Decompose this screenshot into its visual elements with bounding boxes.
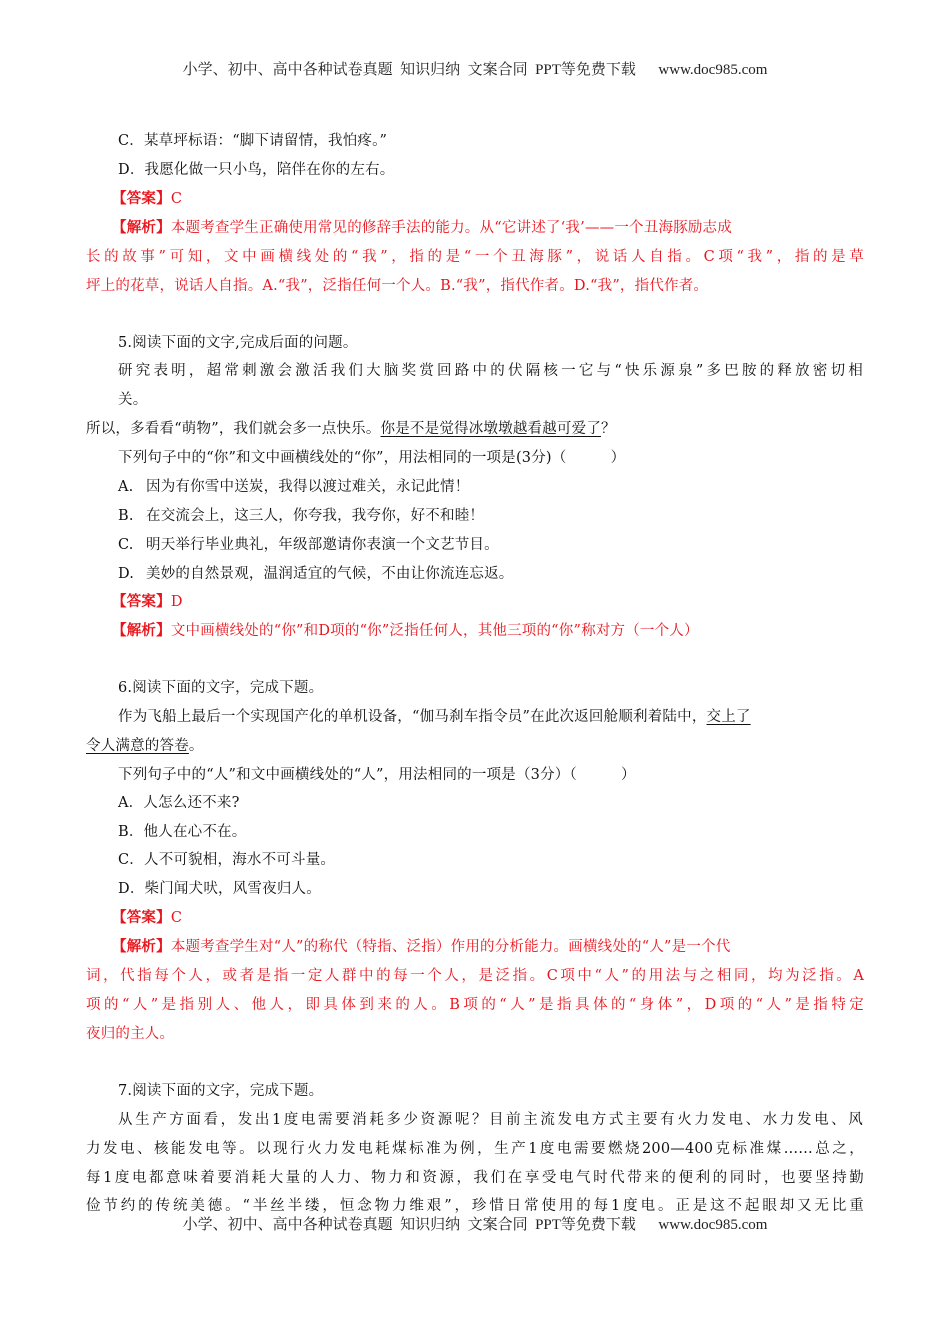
passage-end: 。 (188, 738, 204, 754)
q6-passage-line (118, 707, 751, 727)
option-text: 美妙的自然景观，温润适宜的气候，不由让你流连忘返。 (146, 566, 514, 582)
q7-passage-line: 从生产方面看，发出1度电需要消耗多少资源呢？目前主流发电方式主要有火力发电、水力发电、风 (118, 1112, 863, 1128)
q6-analysis-line: 项的“人”是指别人、他人，即具体到来的人。B项的“人”是指具体的“身体”，D项的“人”是指特定 (86, 997, 864, 1013)
option-letter: A. (118, 479, 134, 495)
option-letter: D. (118, 566, 135, 582)
q5-answer (112, 592, 183, 612)
page-footer: 小学、初中、高中各种试卷真题 知识归纳 文案合同 PPT等免费下载 www.doc985.com (182, 1217, 768, 1233)
analysis-text: 文中画横线处的“你”和D项的“你”泛指任何人，其他三项的“你”称对方（一个人） (170, 623, 699, 639)
analysis-label: 【解析】 (112, 622, 171, 639)
answer-value: C (170, 910, 183, 926)
q5-option-a (118, 477, 469, 497)
answer-value: C (170, 191, 183, 207)
q7-passage-line: 力发电、核能发电等。以现行火力发电耗煤标准为例，生产1度电需要燃烧200—400克标准煤……总之， (86, 1141, 864, 1157)
q4-analysis-line: 坪上的花草，说话人自指。A.“我”，泛指任何一个人。B.“我”，指代作者。D.“我”，指代作者。 (86, 278, 709, 294)
q5-option-d (118, 564, 514, 584)
q4-answer (112, 189, 182, 209)
underlined-phrase: 交上了 (706, 709, 751, 725)
passage-text: 所以，多看看“萌物”，我们就会多一点快乐。 (86, 421, 381, 437)
option-letter: B. (118, 508, 134, 524)
analysis-text: 本题考查学生对“人”的称代（特指、泛指）作用的分析能力。画横线处的“人”是一个代 (170, 939, 731, 955)
q5-option-c (118, 535, 499, 555)
q5-passage-line: 关。 (118, 392, 148, 408)
q4-option-d: D．我愿化做一只小鸟，陪伴在你的左右。 (118, 162, 395, 178)
q4-analysis (112, 218, 732, 238)
q6-analysis-line: 词，代指每个人，或者是指一定人群中的每一个人，是泛指。C项中“人”的用法与之相同，均为泛指。A (86, 968, 864, 984)
q7-passage-line: 俭节约的传统美德。“半丝半缕，恒念物力维艰”，珍惜日常使用的每1度电。正是这不起眼却又无比重 (86, 1198, 864, 1214)
q7-passage-line: 每1度电都意味着要消耗大量的人力、物力和资源，我们在享受电气时代带来的便利的同时，也要坚持勤 (86, 1170, 864, 1186)
page-header: 小学、初中、高中各种试卷真题 知识归纳 文案合同 PPT等免费下载 www.doc985.com (182, 62, 768, 78)
q5-question: 下列句子中的“你”和文中画横线处的“你”，用法相同的一项是(3分)（ ） (118, 450, 626, 466)
q5-title: 5.阅读下面的文字,完成后面的问题。 (118, 335, 358, 351)
option-text: 在交流会上，这三人，你夸我，我夸你，好不和睦！ (146, 508, 485, 524)
answer-label: 【答案】 (112, 593, 171, 610)
analysis-label: 【解析】 (112, 938, 171, 955)
answer-label: 【答案】 (112, 909, 171, 926)
q5-option-b (118, 506, 484, 526)
q6-analysis-line: 夜归的主人。 (86, 1026, 175, 1042)
q5-analysis (112, 621, 699, 641)
answer-label: 【答案】 (112, 190, 171, 207)
option-letter: C. (118, 537, 134, 553)
q6-analysis (112, 937, 730, 957)
q4-option-c: C．某草坪标语：“脚下请留情，我怕疼。” (118, 133, 388, 149)
q7-title: 7.阅读下面的文字，完成下题。 (118, 1083, 324, 1099)
option-text: 明天举行毕业典礼，年级部邀请你表演一个文艺节目。 (146, 537, 499, 553)
underlined-phrase: 令人满意的答卷 (86, 738, 189, 754)
q5-passage-last (86, 419, 616, 439)
q6-option-b: B．他人在心不在。 (118, 824, 247, 840)
q6-question: 下列句子中的“人”和文中画横线处的“人”，用法相同的一项是（3分）（ ） (118, 767, 636, 783)
analysis-label: 【解析】 (112, 219, 171, 236)
passage-text: 作为飞船上最后一个实现国产化的单机设备，“伽马刹车指令员”在此次返回舱顺利着陆中， (118, 709, 707, 725)
q6-option-d: D．柴门闻犬吠，风雪夜归人。 (118, 881, 321, 897)
answer-value: D (170, 594, 183, 610)
q6-option-a: A．人怎么还不来? (118, 795, 240, 811)
passage-end: ？ (601, 421, 616, 437)
q6-option-c: C．人不可貌相，海水不可斗量。 (118, 852, 336, 868)
q6-passage-line (86, 736, 204, 756)
underlined-sentence: 你是不是觉得冰墩墩越看越可爱了 (380, 421, 602, 437)
option-text: 因为有你雪中送炭，我得以渡过难关，永记此情！ (146, 479, 470, 495)
q5-passage-line: 研究表明，超常刺激会激活我们大脑奖赏回路中的伏隔核一它与“快乐源泉”多巴胺的释放密切相 (118, 363, 863, 379)
q6-answer (112, 908, 182, 928)
analysis-text: 本题考查学生正确使用常见的修辞手法的能力。从“它讲述了‘我’——一个丑海豚励志成 (170, 220, 732, 236)
q4-analysis-line: 长的故事”可知，文中画横线处的“我”，指的是“一个丑海豚”，说话人自指。C项“我”，指的是草 (86, 249, 864, 265)
q6-title: 6.阅读下面的文字，完成下题。 (118, 680, 324, 696)
